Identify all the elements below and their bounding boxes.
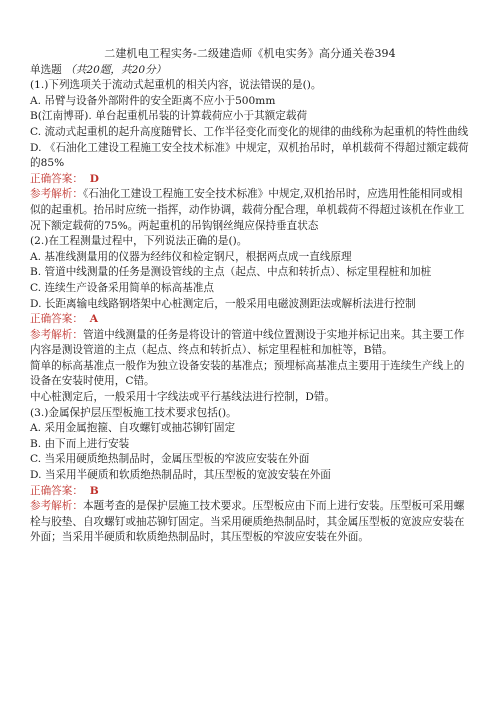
- section-heading: [30, 63, 470, 79]
- analysis-continued: 简单的标高基准点一般作为独立设备安装的基准点；预埋标高基准点主要用于连续生产线上的设备在安装时使用，C错。: [30, 359, 465, 388]
- analysis: [30, 187, 470, 234]
- option-d: D. 长距离输电线路钢塔架中心桩测定后，一般采用电磁波测距法或解析法进行控制: [30, 297, 416, 310]
- answer-value: B: [89, 484, 99, 497]
- question-1: [30, 78, 470, 234]
- analysis-label: 参考解析：: [30, 188, 83, 201]
- section-note: （共20题，共20分）: [65, 63, 167, 76]
- option-d: D. 《石油化工建设工程施工安全技术标准》中规定，双机抬吊时，单机载荷不得超过额定载荷的85%: [30, 141, 469, 170]
- answer-label: 正确答案：: [30, 172, 83, 185]
- option-a: A. 吊臂与设备外部附件的安全距离不应小于500mm: [30, 94, 276, 107]
- question-2: [30, 234, 470, 406]
- analysis-text: 《石油化工建设工程施工安全技术标准》中规定,双机抬吊时，应选用性能相同或相似的起重机。抬吊时应统一指挥，动作协调，载荷分配合理，单机载荷不得超过该机在作业工况下额定载荷的75%。两起重机的吊钩钢丝绳应保持垂直状态: [30, 188, 465, 232]
- option-a: A. 基准线测量用的仪器为经纬仪和检定钢尺，根据两点成一直线原理: [30, 250, 352, 263]
- analysis-text: 管道中线测量的任务是将设计的管道中线位置测设于实地并标记出来。其主要工作内容是测设管道的主点（起点、终点和转折点）、标定里程桩和加桩等，B错。: [30, 328, 465, 357]
- correct-answer: [30, 172, 470, 188]
- analysis: [30, 328, 470, 359]
- analysis-label: 参考解析：: [30, 328, 83, 341]
- section-name: 单选题: [30, 63, 62, 76]
- question-stem: (1.)下列选项关于流动式起重机的相关内容，说法错误的是()。: [30, 79, 322, 92]
- option-b: B(江南博哥). 单台起重机吊装的计算载荷应小于其额定载荷: [30, 110, 308, 123]
- option-d: D. 当采用半硬质和软质绝热制品时，其压型板的宽波安装在外面: [30, 469, 331, 482]
- option-a: A. 采用金属抱箍、自攻螺钉或抽芯铆钉固定: [30, 422, 236, 435]
- option-c: C. 流动式起重机的起升高度随臂长、工作半径变化而变化的规律的曲线称为起重机的特性曲线: [30, 125, 469, 138]
- question-stem: (3.)金属保护层压型板施工技术要求包括()。: [30, 406, 237, 419]
- answer-value: A: [89, 313, 98, 326]
- document-page: [30, 46, 470, 546]
- option-b: B. 管道中线测量的任务是测设管线的主点（起点、中点和转折点）、标定里程桩和加桩: [30, 266, 432, 279]
- answer-label: 正确答案：: [30, 313, 83, 326]
- analysis: [30, 499, 470, 546]
- option-b: B. 由下而上进行安装: [30, 437, 130, 450]
- correct-answer: [30, 312, 470, 328]
- question-3: [30, 406, 470, 546]
- question-stem: (2.)在工程测量过程中，下列说法正确的是()。: [30, 235, 248, 248]
- analysis-continued: 中心桩测定后，一般采用十字线法或平行基线法进行控制，D错。: [30, 391, 336, 404]
- analysis-text: 本题考查的是保护层施工技术要求。压型板应由下而上进行安装。压型板可采用螺栓与胶垫、自攻螺钉或抽芯铆钉固定。当采用硬质绝热制品时，其金属压型板的宽波应安装在外面；当采用半硬质和软质绝热制品时，其压型板的窄波应安装在外面。: [30, 500, 465, 544]
- option-c: C. 当采用硬质绝热制品时，金属压型板的窄波应安装在外面: [30, 453, 310, 466]
- answer-value: D: [89, 172, 99, 185]
- analysis-label: 参考解析：: [30, 500, 83, 513]
- page-title: 二建机电工程实务-二级建造师《机电实务》高分通关卷394: [104, 47, 396, 60]
- correct-answer: [30, 484, 470, 500]
- answer-label: 正确答案：: [30, 484, 83, 497]
- option-c: C. 连续生产设备采用简单的标高基准点: [30, 281, 214, 294]
